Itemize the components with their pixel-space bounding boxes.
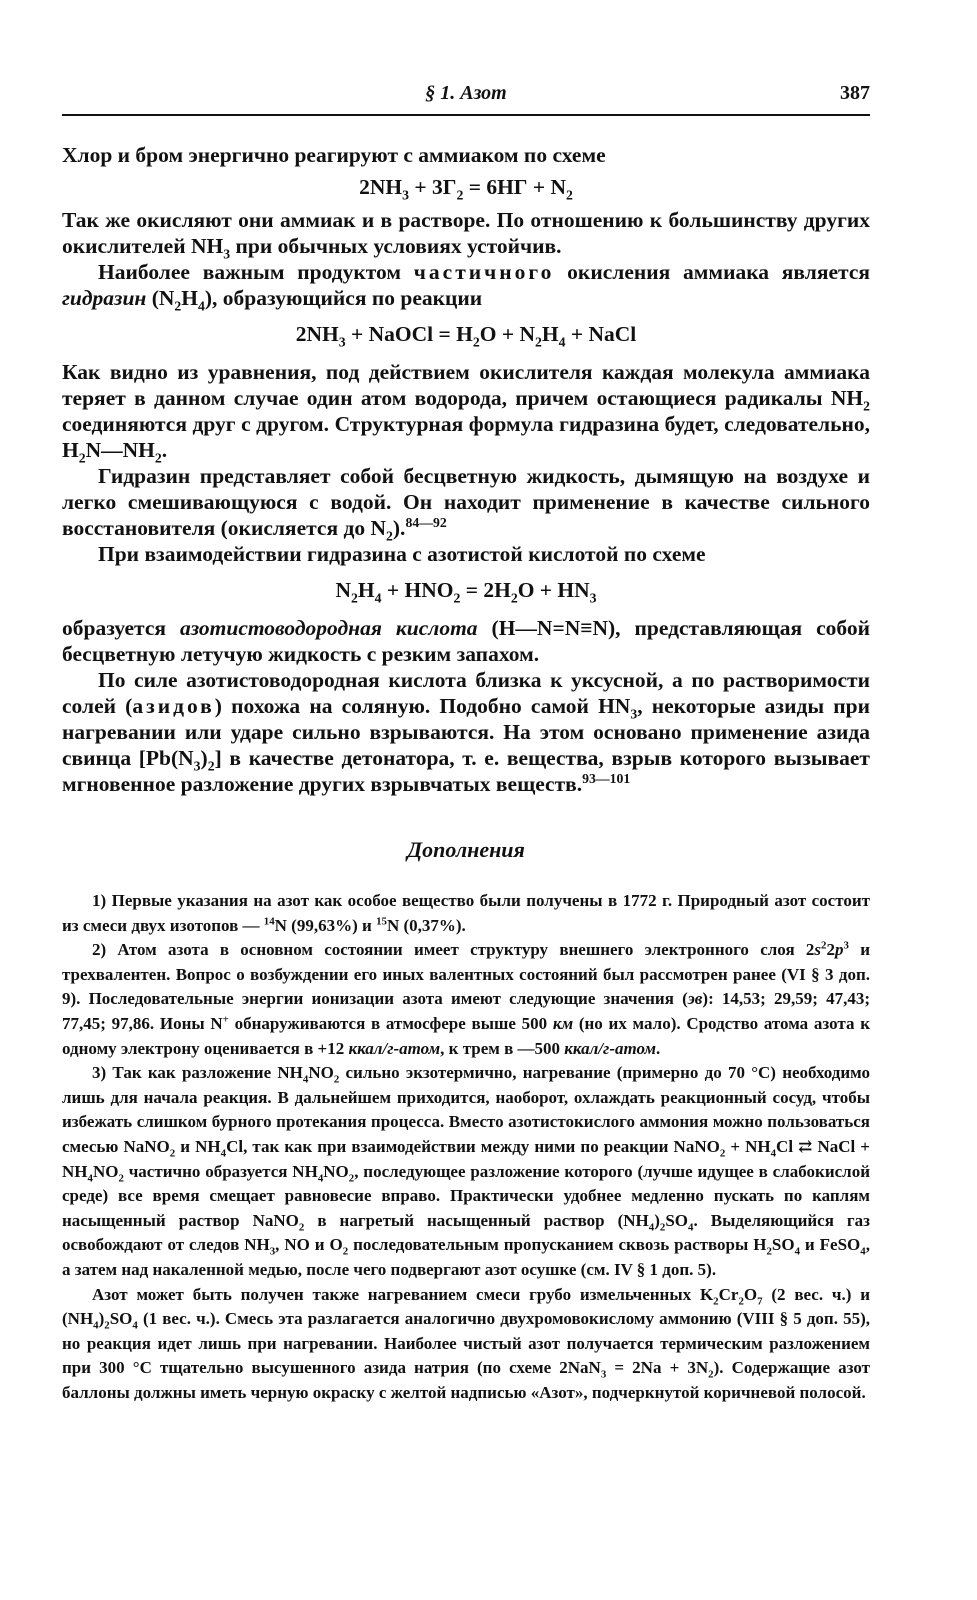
reference-84-92: 84—92 <box>405 514 447 530</box>
paragraph-nitrous-acid: При взаимодействии гидразина с азотистой кислотой по схеме <box>98 542 706 566</box>
main-text <box>62 142 870 797</box>
paragraph-chlorine-bromine: Хлор и бром энергично реагируют с аммиаком по схеме <box>62 143 606 167</box>
supplements-heading: Дополнения <box>407 837 525 862</box>
paragraph-hydrazine-intro: Наиболее важным продуктом частичного окисления аммиака является гидразин $(N_2H_4)$, образующийся по реакции <box>62 260 870 314</box>
note-3-nitrogen-preparation: Азот может быть получен также нагреванием смеси грубо измельченных $K_2Cr_2O_7$ (2 вес. ч.) и $(NH_4)_2SO_4$ (1 вес. ч.). Смесь эта разлагается аналогично двухромовокислому аммонию (VIII § 5 доп. 55), но реакция идет лишь при нагревании. Наиболее чистый азот получается термическим разложением при 300 °С тщательно высушенного азида натрия (по схеме $2NaN_3 = 2Na + 3N_2$). Содержащие азот баллоны должны иметь черную окраску с желтой надписью «Азот», подчеркнутой коричневой полосой. <box>62 1284 870 1402</box>
paragraph-azides: По силе азотистоводородная кислота близка к уксусной, а по растворимости солей (азидов) похожа на соляную. Подобно самой $HN_3$, некоторые азиды при нагревании или ударе сильно взрываются. На этом основано применение азида свинца $[Pb(N_3)_2]$ в качестве детонатора, т. е. вещества, взрыв которого вызывает мгновенное разложение других взрывчатых веществ.$^{93—101}$ <box>62 668 870 796</box>
equation-hydrazine-synthesis: $2NH_3$ + NaOCl = $H_2O + N_2H_4$ + NaCl <box>295 322 637 350</box>
paragraph-hydrazine-structure: Как видно из уравнения, под действием окислителя каждая молекула аммиака теряет в данном случае один атом водорода, причем остающиеся радикалы $NH_2$ соединяются друг с другом. Структурная формула гидразина будет, следовательно, $H_2N—NH_2$. <box>62 360 870 466</box>
reference-93-101: 93—101 <box>582 770 631 786</box>
supplements-notes <box>62 889 870 1405</box>
paragraph-hydrazoic-acid-formed: образуется азотистоводородная кислота (H—N=N≡N), представляющая собой бесцветную летучую жидкость с резким запахом. <box>62 616 870 666</box>
paragraph-hydrazine-properties: Гидразин представляет собой бесцветную жидкость, дымящую на воздухе и легко смешивающуюся с водой. Он находит применение в качестве сильного восстановителя (окисляется до $N_2).^{84—92}$ <box>62 464 870 544</box>
note-2-electron-structure: 2) Атом азота в основном состоянии имеет структуру внешнего электронного слоя $2s^22p^3$ и трехвалентен. Вопрос о возбуждении его иных валентных состояний был рассмотрен ранее (VI § 3 доп. 9). Последовательные энергии ионизации азота имеют следующие значения (эв): 14,53; 29,59; 47,43; 77,45; 97,86. Ионы N+ обнаруживаются в атмосфере выше 500 км (но их мало). Сродство атома азота к одному электрону оценивается в +12 ккал/г-атом, к трем в —500 ккал/г-атом. <box>62 939 870 1058</box>
equation-ammonia-halogen: $2NH_3 + 3Г_2 = 6НГ + N_2$ <box>359 175 573 203</box>
book-page <box>62 70 870 1405</box>
paragraph-oxidation-solution: Так же окисляют они аммиак и в растворе. По отношению к большинству других окислителей $NH_3$ при обычных условиях устойчив. <box>62 208 870 262</box>
note-3-ammonium-nitrite: 3) Так как разложение $NH_4NO_2$ сильно экзотермично, нагревание (примерно до 70 °С) необходимо лишь для начала реакция. В дальнейшем приходится, наоборот, охлаждать реакционный сосуд, чтобы избежать слишком бурного протекания процесса. Вместо азотистокислого аммония можно пользоваться смесью NaNO$_2$ и $NH_4Cl$, так как при взаимодействии между ними по реакции NaNO$_2$ + $NH_4Cl$ ⇄ NaCl + $NH_4NO_2$ частично образуется $NH_4NO_2$, последующее разложение которого (лучше идущее в слабокислой среде) все время смещает равновесие вправо. Практически удобнее медленно пускать по каплям насыщенный раствор NaNO$_2$ в нагретый насыщенный раствор $(NH_4)_2SO_4$. Выделяющийся газ освобождают от следов $NH_3$, NO и $O_2$ последовательным пропусканием сквозь растворы $H_2SO_4$ и FeSO$_4$, а затем над накаленной медью, после чего подвергают азот осушке (см. IV § 1 доп. 5). <box>62 1063 870 1279</box>
equation-hydrazoic-acid: $N_2H_4 + HNO_2 = 2H_2O + HN_3$ <box>335 578 597 606</box>
note-1-isotopes: 1) Первые указания на азот как особое вещество были получены в 1772 г. Природный азот состоит из смеси двух изотопов — $^{14}$N (99,63%) и $^{15}$N (0,37%). <box>62 891 870 935</box>
running-header <box>62 70 870 116</box>
page-number: 387 <box>840 82 870 104</box>
running-title: § 1. Азот <box>425 82 507 104</box>
